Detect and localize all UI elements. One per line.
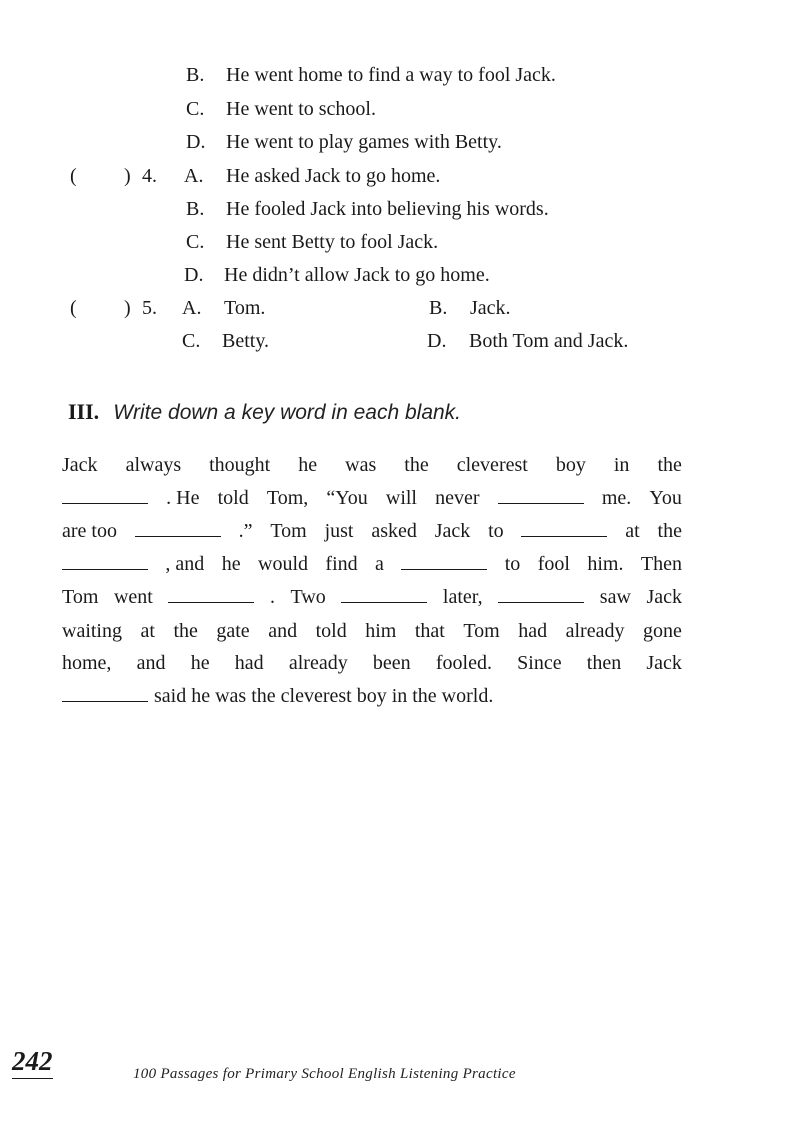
option-text: He didn’t allow Jack to go home. bbox=[224, 264, 490, 286]
question-number: 4. bbox=[142, 165, 157, 187]
paragraph-word: Since bbox=[517, 652, 562, 674]
paragraph-word: Jack bbox=[62, 454, 98, 476]
paragraph-line bbox=[62, 650, 682, 676]
paragraph-word: and bbox=[268, 620, 298, 642]
paragraph-word: told bbox=[315, 620, 347, 642]
paragraph-word: that bbox=[414, 620, 445, 642]
option-letter: A. bbox=[182, 297, 202, 319]
paragraph-word: then bbox=[586, 652, 622, 674]
paragraph-word: already bbox=[288, 652, 348, 674]
paragraph-word: gate bbox=[216, 620, 250, 642]
paragraph-word: him bbox=[365, 620, 397, 642]
paragraph-word: . He bbox=[166, 487, 200, 509]
paragraph-word: already bbox=[565, 620, 625, 642]
paragraph-word: Two bbox=[290, 586, 326, 608]
option-text: He went to play games with Betty. bbox=[226, 131, 502, 153]
paragraph-word: home, bbox=[62, 652, 112, 674]
paragraph-word: me. bbox=[601, 487, 632, 509]
answer-blank[interactable] bbox=[341, 584, 427, 603]
option-text: He fooled Jack into believing his words. bbox=[226, 198, 549, 220]
paragraph-word: was bbox=[345, 454, 377, 476]
option-text: He asked Jack to go home. bbox=[226, 165, 441, 187]
paragraph-word: Tom bbox=[270, 520, 307, 542]
paragraph-word: cleverest bbox=[456, 454, 528, 476]
answer-blank[interactable] bbox=[498, 584, 584, 603]
answer-blank[interactable] bbox=[401, 551, 487, 570]
paragraph-word: had bbox=[234, 652, 264, 674]
paragraph-word: gone bbox=[642, 620, 682, 642]
option-text: He went to school. bbox=[226, 98, 376, 120]
paragraph-word: been bbox=[372, 652, 411, 674]
answer-paren-open: ( bbox=[70, 165, 77, 187]
paragraph-word: to bbox=[504, 553, 521, 575]
option-letter: C. bbox=[182, 330, 201, 352]
paragraph-word: had bbox=[518, 620, 548, 642]
answer-blank[interactable] bbox=[62, 551, 148, 570]
paragraph-word: fool bbox=[537, 553, 570, 575]
answer-blank[interactable] bbox=[135, 518, 221, 537]
paragraph-word: at bbox=[625, 520, 640, 542]
paragraph-word: asked bbox=[371, 520, 417, 542]
paragraph-word: You bbox=[649, 487, 682, 509]
question-number: 5. bbox=[142, 297, 157, 319]
answer-paren-open: ( bbox=[70, 297, 77, 319]
answer-paren-close: ) bbox=[124, 297, 131, 319]
paragraph-line bbox=[62, 452, 682, 478]
option-letter: C. bbox=[186, 98, 205, 120]
option-letter: B. bbox=[186, 64, 205, 86]
paragraph-word: Tom, bbox=[266, 487, 309, 509]
paragraph-word: boy bbox=[555, 454, 586, 476]
option-letter: A. bbox=[184, 165, 204, 187]
paragraph-word: Tom bbox=[62, 586, 99, 608]
section-heading bbox=[68, 398, 461, 427]
option-text: Betty. bbox=[222, 330, 270, 352]
paragraph-word: the bbox=[657, 520, 682, 542]
paragraph-word: the bbox=[657, 454, 682, 476]
answer-blank[interactable] bbox=[498, 485, 584, 504]
paragraph-word: a bbox=[375, 553, 384, 575]
answer-blank[interactable] bbox=[521, 518, 607, 537]
option-letter: B. bbox=[429, 297, 448, 319]
paragraph-word: are too bbox=[62, 520, 117, 542]
paragraph-word: in bbox=[613, 454, 630, 476]
paragraph-word: just bbox=[324, 520, 354, 542]
paragraph-word: , and bbox=[165, 553, 205, 575]
paragraph-word: told bbox=[217, 487, 249, 509]
paragraph-word: will bbox=[385, 487, 417, 509]
paragraph-line bbox=[62, 683, 682, 709]
paragraph-word: at bbox=[140, 620, 155, 642]
paragraph-word: find bbox=[325, 553, 358, 575]
paragraph-word: Tom bbox=[463, 620, 500, 642]
paragraph-word: him. bbox=[587, 553, 624, 575]
option-text: He sent Betty to fool Jack. bbox=[226, 231, 439, 253]
paragraph-word: . bbox=[269, 586, 275, 608]
paragraph-word: thought bbox=[209, 454, 271, 476]
paragraph-word: fooled. bbox=[435, 652, 492, 674]
paragraph-word: Jack bbox=[646, 586, 682, 608]
paragraph-word: would bbox=[258, 553, 308, 575]
answer-paren-close: ) bbox=[124, 165, 131, 187]
option-letter: B. bbox=[186, 198, 205, 220]
paragraph-word: Jack bbox=[646, 652, 682, 674]
paragraph-word: waiting bbox=[62, 620, 122, 642]
paragraph-word: he bbox=[190, 652, 210, 674]
paragraph-word: the bbox=[404, 454, 429, 476]
paragraph-line bbox=[62, 618, 682, 644]
answer-blank[interactable] bbox=[168, 584, 254, 603]
paragraph-word: Then bbox=[640, 553, 682, 575]
option-letter: D. bbox=[186, 131, 206, 153]
option-letter: C. bbox=[186, 231, 205, 253]
option-text: Both Tom and Jack. bbox=[469, 330, 629, 352]
section-title: Write down a key word in each blank. bbox=[113, 401, 462, 424]
option-text: He went home to find a way to fool Jack. bbox=[226, 64, 556, 86]
paragraph-word: saw bbox=[599, 586, 631, 608]
paragraph-word: never bbox=[435, 487, 480, 509]
section-number: III. bbox=[68, 399, 100, 424]
option-letter: D. bbox=[184, 264, 204, 286]
paragraph-word: he bbox=[298, 454, 318, 476]
paragraph-line bbox=[62, 584, 682, 610]
answer-blank[interactable] bbox=[62, 485, 148, 504]
paragraph-word: later, bbox=[442, 586, 483, 608]
paragraph-word: .” bbox=[238, 520, 253, 542]
option-letter: D. bbox=[427, 330, 447, 352]
page-number: 242 bbox=[12, 1046, 53, 1079]
paragraph-word: the bbox=[173, 620, 198, 642]
book-title: 100 Passages for Primary School English Listening Practice bbox=[133, 1066, 516, 1082]
paragraph-word: Jack bbox=[434, 520, 471, 542]
paragraph-word: always bbox=[125, 454, 182, 476]
option-text: Jack. bbox=[470, 297, 511, 319]
paragraph-word: “You bbox=[326, 487, 368, 509]
paragraph-word: said he was the cleverest boy in the world. bbox=[154, 685, 494, 707]
paragraph-word: and bbox=[136, 652, 166, 674]
option-text: Tom. bbox=[224, 297, 266, 319]
paragraph-word: he bbox=[221, 553, 241, 575]
paragraph-line bbox=[62, 485, 682, 511]
paragraph-line bbox=[62, 551, 682, 577]
answer-blank[interactable] bbox=[62, 683, 148, 702]
paragraph-word: went bbox=[113, 586, 153, 608]
paragraph-word: to bbox=[488, 520, 504, 542]
paragraph-line bbox=[62, 518, 682, 544]
